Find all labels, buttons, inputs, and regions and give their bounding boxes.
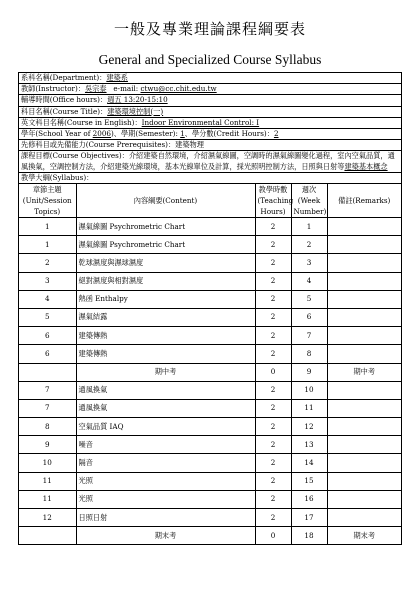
objectives-text: 介紹建築自然環境，介紹濕氣線圖，空調時的濕氣線圖變化過程，室內空氣品質，通風換氣，空調控制方法，介紹建築光線環境，基本光線單位及計算，採光照明控制方法，日照與日射等: [21, 151, 395, 171]
instructor-label: 教師(Instructor)：: [21, 84, 85, 94]
week-cell: 11: [291, 399, 327, 417]
course-english-value: Indoor Environmental Control: I: [141, 117, 260, 127]
unit-cell: 3: [19, 272, 76, 290]
instructor-line: [19, 84, 401, 95]
week-cell: 7: [291, 327, 327, 345]
content-cell: 噪音: [76, 436, 255, 454]
table-row: [19, 327, 401, 345]
hours-cell: 2: [255, 436, 291, 454]
remarks-cell: [327, 399, 401, 417]
table-row: [19, 418, 401, 436]
syllabus-form: [18, 72, 402, 545]
table-row: [19, 345, 401, 363]
exam-row: [19, 363, 401, 381]
content-cell: 空氣品質 IAQ: [76, 418, 255, 436]
hours-cell: 2: [255, 236, 291, 254]
credit-value: 2: [273, 129, 279, 139]
unit-cell: 11: [19, 472, 76, 490]
unit-cell: 1: [19, 236, 76, 254]
semester-label: )、學期(Semester):: [110, 129, 178, 139]
unit-cell: 8: [19, 418, 76, 436]
week-cell: 13: [291, 436, 327, 454]
course-english-label: 英文科目名稱(Course in English)：: [21, 117, 142, 127]
remarks-cell: [327, 236, 401, 254]
remarks-cell: [327, 490, 401, 508]
unit-cell: 10: [19, 454, 76, 472]
week-cell: 2: [291, 236, 327, 254]
school-year-line: [19, 129, 401, 140]
remarks-cell: [327, 345, 401, 363]
unit-cell: 1: [19, 218, 76, 236]
week-cell: 1: [291, 218, 327, 236]
hours-cell: 2: [255, 345, 291, 363]
syllabus-label: 教學大綱(Syllabus)：: [21, 172, 94, 182]
office-hours-line: [19, 95, 401, 106]
content-cell: 絕對濕度與相對濕度: [76, 272, 255, 290]
hours-cell: 2: [255, 509, 291, 527]
header-content: 內容綱要(Content): [76, 184, 255, 218]
week-cell: 18: [291, 527, 327, 545]
remarks-cell: [327, 290, 401, 308]
content-cell: 濕氣線圖 Psychrometric Chart: [76, 218, 255, 236]
hours-cell: 2: [255, 308, 291, 326]
remarks-cell: [327, 272, 401, 290]
remarks-cell: 期末考: [327, 527, 401, 545]
objectives-label: 課程目標(Course Objectives)：: [21, 151, 129, 161]
unit-cell: 6: [19, 345, 76, 363]
table-row: [19, 399, 401, 417]
hours-cell: 2: [255, 290, 291, 308]
week-cell: 4: [291, 272, 327, 290]
remarks-cell: [327, 472, 401, 490]
unit-cell: 4: [19, 290, 76, 308]
credit-label: 、學分數(Credit Hours)：: [184, 129, 274, 139]
hours-cell: 2: [255, 254, 291, 272]
hours-cell: 2: [255, 490, 291, 508]
week-cell: 8: [291, 345, 327, 363]
unit-cell: 11: [19, 490, 76, 508]
hours-cell: 2: [255, 399, 291, 417]
unit-cell: 7: [19, 399, 76, 417]
table-row: [19, 290, 401, 308]
week-cell: 12: [291, 418, 327, 436]
content-cell: 乾球濕度與濕球濕度: [76, 254, 255, 272]
content-cell: 期末考: [76, 527, 255, 545]
week-cell: 10: [291, 381, 327, 399]
table-row: [19, 254, 401, 272]
table-row: [19, 308, 401, 326]
department-value: 建築系: [106, 73, 128, 82]
email-label: e-mail:: [113, 84, 139, 94]
week-cell: 14: [291, 454, 327, 472]
table-row: [19, 472, 401, 490]
content-cell: 通風換氣: [76, 381, 255, 399]
page-title-english: General and Specialized Course Syllabus: [98, 52, 322, 67]
content-cell: 濕氣線圖 Psychrometric Chart: [76, 236, 255, 254]
remarks-cell: [327, 308, 401, 326]
prerequisites-label: 先修科目或先備能力(Course Prerequisites)：: [21, 140, 176, 150]
week-cell: 16: [291, 490, 327, 508]
table-row: [19, 381, 401, 399]
header-hours: 教學時數(Teaching Hours): [255, 184, 291, 218]
remarks-cell: [327, 509, 401, 527]
course-title-line: [19, 107, 401, 118]
table-row: [19, 436, 401, 454]
week-cell: 5: [291, 290, 327, 308]
table-row: [19, 490, 401, 508]
objectives-block: [19, 151, 401, 172]
semester-value: 1: [180, 129, 185, 139]
content-cell: 熱函 Enthalpy: [76, 290, 255, 308]
remarks-cell: [327, 327, 401, 345]
instructor-value: 吳宗泰: [84, 84, 107, 94]
unit-cell: [19, 527, 76, 545]
office-hours-label: 輔導時間(Office hours)：: [21, 95, 108, 105]
remarks-cell: [327, 218, 401, 236]
unit-cell: 9: [19, 436, 76, 454]
unit-cell: 5: [19, 308, 76, 326]
course-title-label: 科目名稱(Course Title)：: [21, 106, 108, 116]
week-cell: 15: [291, 472, 327, 490]
syllabus-heading-line: [19, 173, 401, 184]
school-year-label: 學年(School Year of: [21, 129, 91, 139]
week-cell: 3: [291, 254, 327, 272]
exam-row: [19, 527, 401, 545]
hours-cell: 2: [255, 272, 291, 290]
remarks-cell: [327, 381, 401, 399]
remarks-cell: [327, 454, 401, 472]
hours-cell: 0: [255, 363, 291, 381]
hours-cell: 2: [255, 381, 291, 399]
table-row: [19, 509, 401, 527]
table-row: [19, 272, 401, 290]
course-english-line: [19, 118, 401, 129]
week-cell: 17: [291, 509, 327, 527]
content-cell: 光照: [76, 490, 255, 508]
header-unit: 章節主題(Unit/Session Topics): [19, 184, 76, 218]
email-value: ctwu@cc.chit.edu.tw: [140, 84, 217, 94]
school-year-value: 2006: [92, 129, 111, 139]
hours-cell: 2: [255, 218, 291, 236]
content-cell: 建築傳熱: [76, 327, 255, 345]
unit-cell: 12: [19, 509, 76, 527]
table-header-row: [19, 184, 401, 218]
prerequisites-value: 建築物理: [175, 140, 204, 150]
remarks-cell: [327, 418, 401, 436]
header-remarks: 備註(Remarks): [327, 184, 401, 218]
content-cell: 通風換氣: [76, 399, 255, 417]
content-cell: 濕氣結露: [76, 308, 255, 326]
week-cell: 9: [291, 363, 327, 381]
content-cell: 光照: [76, 472, 255, 490]
table-row: [19, 218, 401, 236]
hours-cell: 2: [255, 327, 291, 345]
objectives-underlined: 建築基本概念: [344, 161, 388, 171]
prerequisites-line: [19, 140, 401, 151]
content-cell: 日照日射: [76, 509, 255, 527]
table-row: [19, 236, 401, 254]
unit-cell: 2: [19, 254, 76, 272]
content-cell: 期中考: [76, 363, 255, 381]
content-cell: 建築傳熱: [76, 345, 255, 363]
page-title-chinese: 一般及專業理論課程綱要表: [113, 20, 306, 38]
table-row: [19, 454, 401, 472]
remarks-cell: [327, 436, 401, 454]
department-line: [19, 73, 401, 84]
office-hours-value: 週五 13:20-15:10: [107, 95, 168, 105]
department-label: 系科名稱(Department)：: [21, 73, 107, 82]
unit-cell: 6: [19, 327, 76, 345]
hours-cell: 2: [255, 454, 291, 472]
header-week: 週次(Week Number): [291, 184, 327, 218]
hours-cell: 2: [255, 472, 291, 490]
hours-cell: 2: [255, 418, 291, 436]
remarks-cell: [327, 254, 401, 272]
remarks-cell: 期中考: [327, 363, 401, 381]
content-cell: 隔音: [76, 454, 255, 472]
syllabus-table: [19, 184, 401, 544]
unit-cell: 7: [19, 381, 76, 399]
week-cell: 6: [291, 308, 327, 326]
hours-cell: 0: [255, 527, 291, 545]
course-title-value: 建築環境控制(一): [107, 106, 164, 116]
unit-cell: [19, 363, 76, 381]
